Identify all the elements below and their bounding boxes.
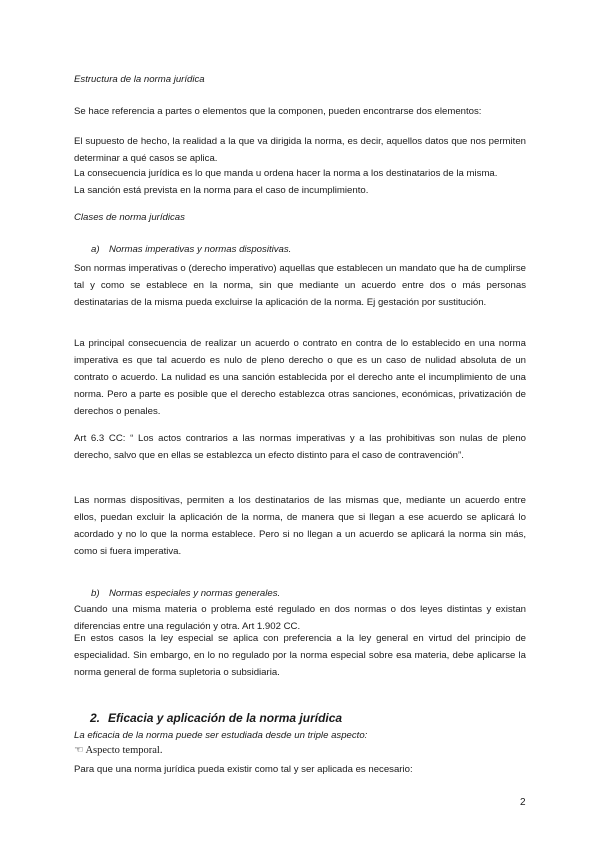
- section-2-number: 2.: [90, 711, 101, 725]
- paragraph-supuesto: El supuesto de hecho, la realidad a la que va dirigida la norma, es decir, aquellos datos que nos permiten determinar a qué casos se aplica.: [74, 136, 526, 164]
- paragraph-art-6-3: Art 6.3 CC: “ Los actos contrarios a las normas imperativas y a las prohibitivas son nulas de pleno derecho, salvo que en ellas se establezca un efecto distinto para el caso de contravención”.: [74, 433, 526, 461]
- page-number: 2: [520, 797, 526, 808]
- paragraph-especiales: Cuando una misma materia o problema esté regulado en dos normas o dos leyes distintas y existan diferencias entre una regulación y otra. Art 1.902 CC.: [74, 604, 526, 632]
- heading-clases: Clases de norma jurídicas: [74, 212, 185, 223]
- paragraph-dispositivas: Las normas dispositivas, permiten a los destinatarios de las mismas que, mediante un acuerdo entre ellos, puedan excluir la aplicación de la norma, de manera que si llegan a ese acuerdo se aplicará lo acordado y no lo que la norma establece. Pero si no llegan a un acuerdo se aplicará la norma sin más, como si fuera imperativa.: [74, 495, 526, 557]
- list-item-a-marker: a): [91, 244, 100, 255]
- paragraph-consecuencia-imperativa: La principal consecuencia de realizar un acuerdo o contrato en contra de lo establecido en una norma imperativa es que tal acuerdo es nulo de pleno derecho o que es un caso de nulidad absoluta de un contrato o acuerdo. La nulidad es una sanción establecida por el derecho ante el incumplimiento de una norma. Pero a parte es posible que el derecho establezca otras sanciones, económicas, privatización de derechos o penales.: [74, 338, 526, 417]
- list-item-b-marker: b): [91, 588, 100, 599]
- bullet-aspecto-temporal: [74, 744, 162, 757]
- bullet-text: Aspecto temporal.: [85, 745, 163, 756]
- paragraph-intro: Se hace referencia a partes o elementos que la componen, pueden encontrarse dos elementos:: [74, 106, 482, 117]
- heading-estructura: Estructura de la norma jurídica: [74, 74, 205, 85]
- pointing-hand-icon: ☜: [74, 745, 84, 756]
- list-item-b-title: Normas especiales y normas generales.: [109, 588, 281, 599]
- paragraph-casos: En estos casos la ley especial se aplica con preferencia a la ley general en virtud del principio de especialidad. Sin embargo, en lo no regulado por la norma especial sobre esa materia, debe aplicarse la norma general de forma supletoria o subsidiaria.: [74, 633, 526, 678]
- paragraph-para-que: Para que una norma jurídica pueda existir como tal y ser aplicada es necesario:: [74, 764, 413, 775]
- paragraph-sancion: La sanción está prevista en la norma para el caso de incumplimiento.: [74, 185, 369, 196]
- paragraph-consecuencia: La consecuencia jurídica es lo que manda u ordena hacer la norma a los destinatarios de la misma.: [74, 168, 498, 179]
- section-2-title: Eficacia y aplicación de la norma jurídica: [108, 711, 343, 725]
- list-item-a-title: Normas imperativas y normas dispositivas.: [109, 244, 292, 255]
- paragraph-eficacia: La eficacia de la norma puede ser estudiada desde un triple aspecto:: [74, 730, 368, 741]
- paragraph-imperativas: Son normas imperativas o (derecho imperativo) aquellas que establecen un mandato que ha de cumplirse tal y como se establece en la norma, sin que mediante un acuerdo entre dos o más personas destinatarias de la misma pueda excluirse la aplicación de la norma. Ej gestación por sustitución.: [74, 263, 526, 308]
